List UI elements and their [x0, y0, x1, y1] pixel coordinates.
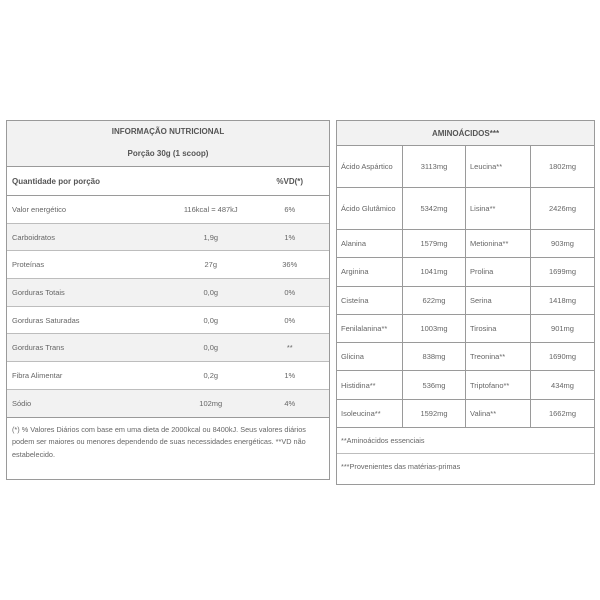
amino-value: 901mg [551, 324, 574, 334]
nutrient-name: Valor energético [12, 204, 67, 214]
amino-value: 1041mg [403, 258, 466, 285]
nutrient-vd: ** [286, 343, 293, 353]
amino-value: 903mg [551, 239, 574, 249]
nutrient-quantity: 0,2g [203, 370, 219, 380]
nutrient-name: Carboidratos [12, 232, 55, 242]
nutrient-vd: 0% [284, 287, 296, 297]
nutrient-name: Proteínas [12, 260, 45, 270]
nutrient-vd: 0% [284, 315, 296, 325]
amino-value: 1662mg [548, 408, 577, 418]
amino-footnote-essential: **Aminoácidos essenciais [337, 428, 594, 454]
nutrition-row [7, 362, 329, 390]
column-quantity-label: Quantidade por porção [12, 176, 101, 186]
amino-row [337, 230, 594, 258]
nutrient-name: Gorduras Saturadas [12, 315, 80, 325]
amino-name: Prolina [466, 258, 531, 285]
nutrition-footnote: (*) % Valores Diários com base em uma dieta de 2000kcal ou 8400kJ. Seus valores diários podem ser maiores ou menores dependendo de suas necessidades energéticas. **VD não estabelecido. [12, 424, 306, 459]
amino-row [337, 371, 594, 399]
nutrient-vd: 36% [282, 260, 298, 270]
amino-value: 434mg [551, 380, 574, 390]
amino-row [337, 315, 594, 343]
amino-row [337, 188, 594, 230]
amino-footnote-source: ***Provenientes das matérias-primas [341, 462, 461, 472]
amino-name: Valina** [466, 400, 531, 427]
nutrient-quantity: 102mg [199, 398, 223, 408]
nutrition-row [7, 224, 329, 252]
amino-name: Arginina [337, 258, 403, 285]
amino-value: 2426mg [548, 204, 577, 213]
nutrient-vd: 1% [284, 370, 296, 380]
amino-value: 1579mg [403, 230, 466, 257]
amino-name: Ácido Aspártico [337, 146, 403, 187]
nutrient-name: Sódio [12, 398, 32, 408]
amino-value: 838mg [403, 343, 466, 370]
nutrition-row [7, 196, 329, 224]
amino-name: Lisina** [466, 188, 531, 229]
nutrition-row [7, 334, 329, 362]
nutrition-table [6, 120, 330, 480]
amino-value: 1592mg [403, 400, 466, 427]
amino-value: 5342mg [403, 188, 466, 229]
nutrient-quantity: 0,0g [203, 343, 219, 353]
nutrient-vd: 4% [284, 398, 296, 408]
amino-value: 622mg [403, 287, 466, 314]
nutrient-name: Fibra Alimentar [12, 370, 63, 380]
nutrient-quantity: 27g [204, 260, 217, 270]
amino-name: Leucina** [466, 146, 531, 187]
amino-row [337, 287, 594, 315]
amino-name: Cisteína [337, 287, 403, 314]
amino-name: Triptofano** [466, 371, 531, 398]
amino-row [337, 146, 594, 188]
nutrition-column-header [7, 167, 329, 196]
amino-name: Treonina** [466, 343, 531, 370]
amino-name: Histidina** [337, 371, 403, 398]
amino-name: Glicina [337, 343, 403, 370]
nutrition-title: INFORMAÇÃO NUTRICIONAL [7, 121, 329, 143]
nutrition-row [7, 279, 329, 307]
amino-name: Ácido Glutâmico [337, 188, 403, 229]
amino-value: 1690mg [548, 352, 577, 362]
nutrient-quantity: 0,0g [203, 315, 219, 325]
amino-name: Fenilalanina** [337, 315, 403, 342]
amino-name: Isoleucina** [337, 400, 403, 427]
amino-row [337, 258, 594, 286]
portion-label: Porção 30g (1 scoop) [7, 143, 329, 167]
nutrition-row [7, 251, 329, 279]
amino-row [337, 400, 594, 428]
amino-name: Metionina** [466, 230, 531, 257]
column-vd-label: %VD(*) [276, 176, 304, 186]
amino-name: Tirosina [466, 315, 531, 342]
amino-name: Alanina [337, 230, 403, 257]
nutrient-vd: 6% [284, 204, 296, 214]
nutrient-quantity: 1,9g [203, 232, 219, 242]
nutrition-row [7, 307, 329, 335]
amino-value: 1003mg [403, 315, 466, 342]
nutrient-quantity: 116kcal = 487kJ [183, 204, 238, 214]
amino-value: 3113mg [403, 146, 466, 187]
nutrition-row [7, 390, 329, 418]
amino-row [337, 343, 594, 371]
nutrient-vd: 1% [284, 232, 296, 242]
amino-name: Serina [466, 287, 531, 314]
amino-value: 1418mg [548, 295, 577, 305]
nutrient-name: Gorduras Trans [12, 343, 65, 353]
amino-acids-table [336, 120, 595, 485]
amino-value: 536mg [403, 371, 466, 398]
amino-value: 1802mg [548, 162, 577, 171]
amino-title: AMINOÁCIDOS*** [337, 121, 594, 146]
amino-value: 1699mg [548, 267, 577, 277]
nutrient-name: Gorduras Totais [12, 287, 65, 297]
nutrient-quantity: 0,0g [203, 287, 219, 297]
